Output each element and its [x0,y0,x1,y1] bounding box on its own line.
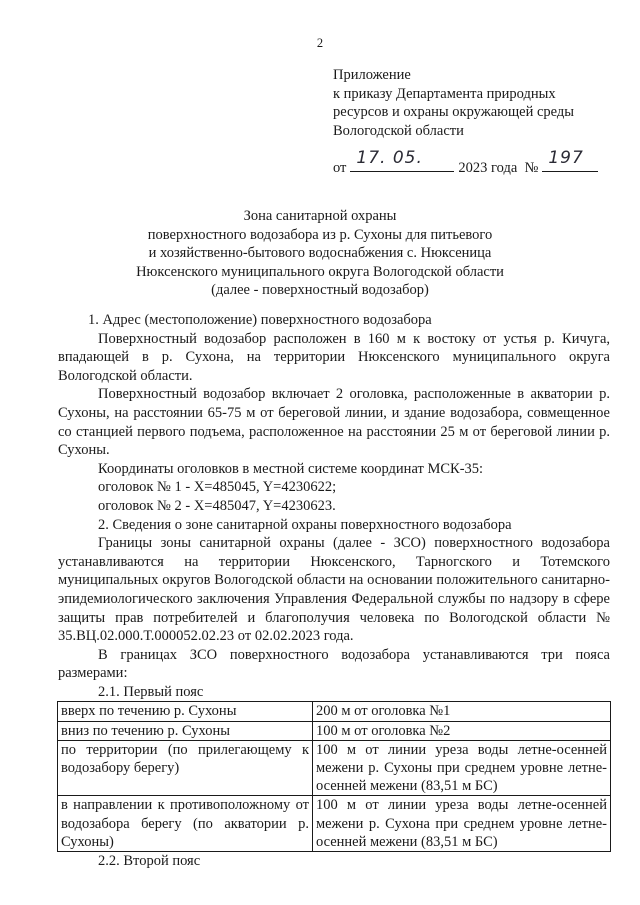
table-cell-direction: по территории (по прилегающему к водозабору берегу) [58,740,313,796]
subsection-second-belt: 2.2. Второй пояс [98,853,201,870]
order-year: 2023 года [458,160,518,176]
table-cell-direction: вниз по течению р. Сухоны [58,721,313,740]
page-number: 2 [316,36,324,50]
handwritten-number: 197 [548,148,584,168]
table-cell-direction: в направлении к противоположному от водозабора берегу (по акватории р. Сухоны) [58,796,313,852]
appendix-line: Вологодской области [333,122,464,139]
title-line: Нюксенского муниципального округа Вологодской области [136,263,504,280]
order-number-blank [542,148,598,172]
section-heading-address: 1. Адрес (местоположение) поверхностного водозабора [88,312,432,328]
paragraph-coordinates-intro: Координаты оголовков в местной системе координат МСК-35: [98,460,484,477]
appendix-line: ресурсов и охраны окружающей среды [333,104,575,120]
document-body [58,311,610,871]
handwritten-date: 17. 05. [356,148,423,168]
appendix-line: Приложение [333,67,411,83]
section-heading-zone: 2. Сведения о зоне санитарной охраны поверхностного водозабора [98,516,512,533]
table-cell-direction: вверх по течению р. Сухоны [58,702,313,721]
title-line: Зона санитарной охраны [243,208,397,224]
paragraph-zone-borders: Границы зоны санитарной охраны (далее - ЗСО) поверхностного водозабора устанавливаются на территории Нюксенского, Тарногского и Тотемского муниципальных округов Вологодской области на основании положительного санитарно-эпидемиологического заключения Управления Федеральной службы по надзору в сфере защиты прав потребителей и благополучия человека по Вологодской области № 35.ВЦ.02.000.Т.000052.02.23 от 02.02.2023 года. [58,535,610,645]
paragraph-zone-belts: В границах ЗСО поверхностного водозабора устанавливаются три пояса размерами: [58,646,610,682]
order-date-number [333,148,598,177]
first-belt-table [57,701,611,852]
subsection-first-belt: 2.1. Первый пояс [98,683,204,700]
order-number-sign: № [524,160,539,176]
coordinate-intake-1: оголовок № 1 - X=485045, Y=4230622; [98,479,337,496]
table-row [58,740,611,796]
title-line: поверхностного водозабора из р. Сухоны для питьевого [147,226,493,243]
document-title [0,207,640,300]
paragraph-composition: Поверхностный водозабор включает 2 оголовка, расположенные в акватории р. Сухоны, на расстоянии 65-75 м от береговой линии, и здание водозабора, совмещенное со станцией первого подъема, расположенное на расстоянии 25 м от береговой линии р. Сухоны. [58,386,610,459]
paragraph-location: Поверхностный водозабор расположен в 160 м к востоку от устья р. Кичуга, впадающей в р. Сухона, на территории Нюксенского муниципального округа Вологодской области. [58,330,610,384]
order-date-blank [350,148,454,172]
table-row [58,721,611,740]
table-cell-distance: 100 м от линии уреза воды летне-осенней межени р. Сухоны при среднем уровне летне-осенней межени (83,51 м БС) [313,740,611,796]
title-line: (далее - поверхностный водозабор) [211,282,429,298]
appendix-line: к приказу Департамента природных [333,85,556,102]
appendix-header [333,66,623,140]
table-row [58,702,611,721]
coordinate-intake-2: оголовок № 2 - X=485047, Y=4230623. [98,497,336,514]
table-cell-distance: 200 м от оголовка №1 [313,702,611,721]
title-line: и хозяйственно-бытового водоснабжения с. Нюксеница [148,245,492,261]
order-prefix: от [333,160,347,176]
table-row [58,796,611,852]
table-cell-distance: 100 м от линии уреза воды летне-осенней межени р. Сухона при среднем уровне летне-осенней межени (83,51 м БС) [313,796,611,852]
table-cell-distance: 100 м от оголовка №2 [313,721,611,740]
